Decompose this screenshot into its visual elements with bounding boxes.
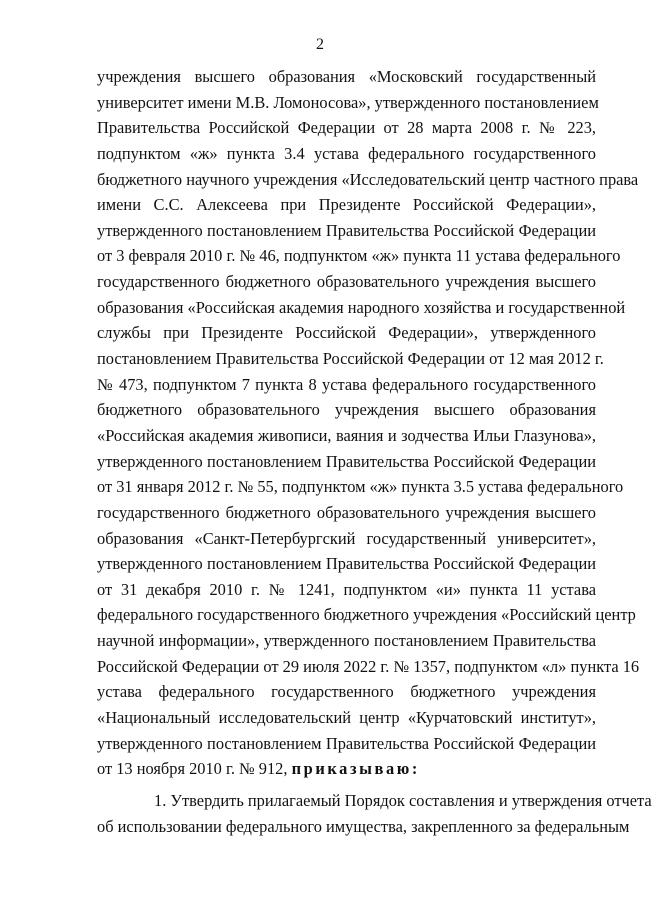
document-body (97, 64, 652, 839)
text-line: утвержденного постановлением Правительства Российской Федерации (97, 451, 596, 471)
text-line: службы при Президенте Российской Федерации», утвержденного (97, 323, 596, 343)
text-line: утвержденного постановлением Правительства Российской Федерации (97, 733, 596, 753)
text-line: устава федерального государственного бюджетного учреждения (97, 682, 596, 702)
text-line: бюджетного научного учреждения «Исследовательский центр частного права (97, 169, 639, 189)
text-line: Правительства Российской Федерации от 28 марта 2008 г. № 223, (97, 118, 596, 138)
paragraph-item-1 (97, 788, 652, 839)
text-line: «Национальный исследовательский центр «Курчатовский институт», (97, 708, 596, 728)
text-line: утвержденного постановлением Правительства Российской Федерации (97, 220, 596, 240)
text-line: № 473, подпунктом 7 пункта 8 устава федерального государственного (97, 374, 596, 394)
text-line: федерального государственного бюджетного учреждения «Российский центр (97, 605, 636, 625)
text-line: «Российская академия живописи, ваяния и зодчества Ильи Глазунова», (97, 425, 596, 445)
text-line: университет имени М.В. Ломоносова», утвержденного постановлением (97, 92, 599, 112)
paragraph-order-basis (97, 64, 640, 756)
text-line: постановлением Правительства Российской Федерации от 12 мая 2012 г. (97, 349, 604, 369)
text-line: об использовании федерального имущества, закрепленного за федеральным (97, 816, 630, 836)
text-line: образования «Российская академия народного хозяйства и государственной (97, 297, 626, 317)
paragraph-last-line (97, 756, 596, 782)
text-line: государственного бюджетного образовательного учреждения высшего (97, 272, 596, 292)
text-line: имени С.С. Алексеева при Президенте Российской Федерации», (97, 195, 596, 215)
text-line: образования «Санкт-Петербургский государственный университет», (97, 528, 596, 548)
last-line-text: от 13 ноября 2010 г. № 912, (97, 759, 292, 779)
text-line: государственного бюджетного образовательного учреждения высшего (97, 502, 596, 522)
order-word: приказываю: (291, 759, 420, 779)
text-line: от 3 февраля 2010 г. № 46, подпунктом «ж» пункта 11 устава федерального (97, 246, 621, 266)
text-line: от 31 января 2012 г. № 55, подпунктом «ж» пункта 3.5 устава федерального (97, 477, 624, 497)
text-line: подпунктом «ж» пункта 3.4 устава федерального государственного (97, 143, 596, 163)
text-line: утвержденного постановлением Правительства Российской Федерации (97, 554, 596, 574)
text-line: от 31 декабря 2010 г. № 1241, подпунктом «и» пункта 11 устава (97, 579, 596, 599)
text-line: 1. Утвердить прилагаемый Порядок составления и утверждения отчета (154, 790, 652, 810)
text-line: учреждения высшего образования «Московский государственный (97, 67, 596, 86)
text-line: бюджетного образовательного учреждения высшего образования (97, 400, 596, 420)
text-line: Российской Федерации от 29 июля 2022 г. № 1357, подпунктом «л» пункта 16 (97, 656, 640, 676)
text-line: научной информации», утвержденного постановлением Правительства (97, 631, 596, 651)
page-number: 2 (316, 36, 324, 53)
